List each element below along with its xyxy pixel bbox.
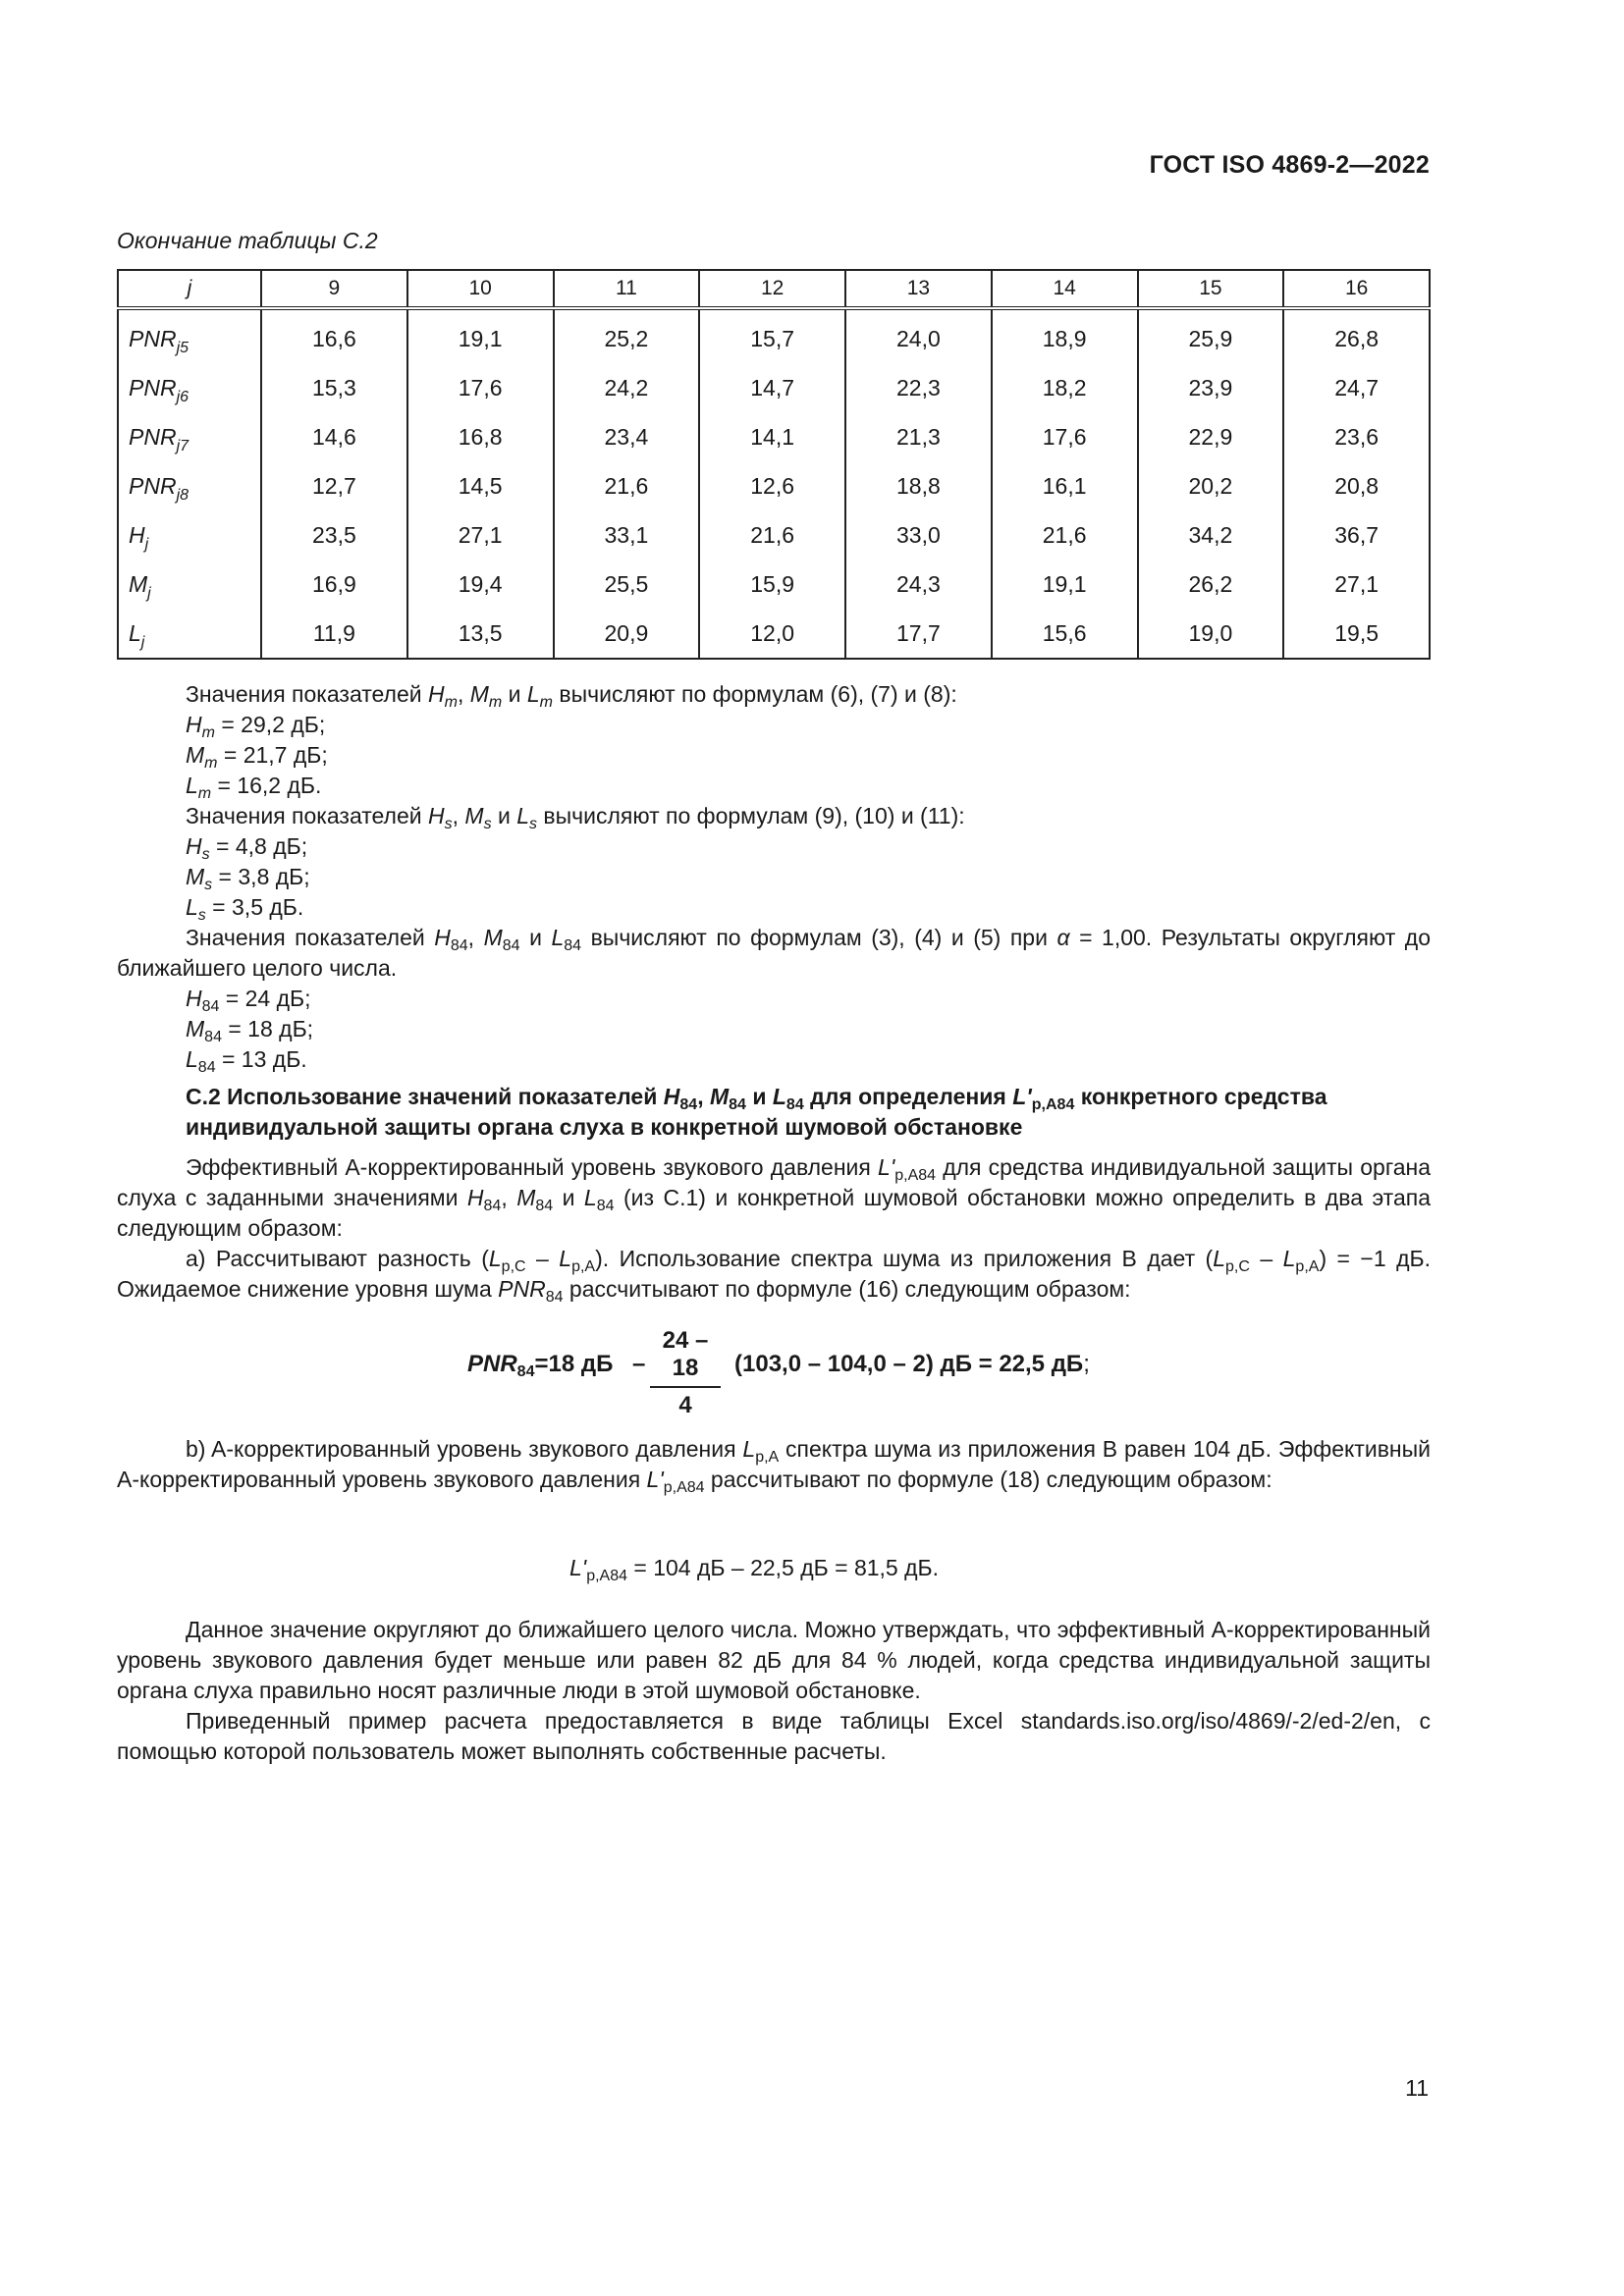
table-column-header: 10 [407, 270, 554, 308]
table-cell: 22,3 [845, 363, 992, 412]
section-heading-c2 [186, 1082, 1393, 1143]
text-run: и [745, 1084, 773, 1109]
row-label [118, 308, 261, 363]
table-column-header: 15 [1138, 270, 1284, 308]
text-run: = 104 дБ – 22,5 дБ = 81,5 дБ. [627, 1555, 940, 1580]
symbol: H [186, 986, 202, 1011]
row-label-base: L [129, 619, 141, 646]
data-table [117, 269, 1431, 660]
formula-minus: – [632, 1351, 646, 1377]
text-run: Ожидаемое снижение уровня шума [117, 1276, 499, 1302]
text-run: спектра шума из приложения В равен 104 дБ. Эффективный A-корректированный уровень звукового давления [117, 1436, 1431, 1492]
symbol: L [583, 1185, 597, 1210]
formula-fraction [650, 1327, 721, 1419]
text-run: ; [1083, 1351, 1090, 1377]
subscript: p,A84 [1031, 1096, 1075, 1113]
row-label [118, 461, 261, 510]
text-run: = 4,8 дБ; [209, 833, 308, 859]
means-intro [186, 679, 1431, 710]
text-run: , [457, 681, 470, 707]
text-run: С.2 Использование значений показателей [186, 1084, 664, 1109]
text-run: Значения показателей [186, 681, 428, 707]
row-label [118, 363, 261, 412]
text-run: , [501, 1185, 517, 1210]
table-cell: 27,1 [407, 510, 554, 560]
table-column-header: 9 [261, 270, 407, 308]
step-a-paragraph [117, 1244, 1431, 1305]
subscript: 84 [564, 937, 582, 954]
mean-h-value [186, 710, 1431, 740]
step-b-block [117, 1434, 1431, 1495]
symbol: M [483, 925, 503, 950]
subscript: m [444, 694, 458, 711]
symbol: L' [878, 1154, 895, 1180]
table-caption: Окончание таблицы С.2 [117, 228, 378, 253]
table-cell: 18,2 [992, 363, 1138, 412]
symbol: H [663, 1084, 680, 1109]
table-cell: 26,2 [1138, 560, 1284, 609]
text-run: и [519, 925, 552, 950]
subscript: 84 [679, 1096, 698, 1113]
l84-value [186, 1044, 1431, 1075]
text-run: (103,0 – 104,0 – 2) дБ = 22,5 дБ [734, 1351, 1084, 1377]
table-cell: 19,5 [1283, 609, 1430, 659]
table-cell: 33,0 [845, 510, 992, 560]
text-run: =18 дБ [534, 1351, 614, 1377]
table-column-header: 12 [699, 270, 845, 308]
subscript: s [529, 816, 537, 832]
table-cell: 19,0 [1138, 609, 1284, 659]
symbol: L [186, 894, 198, 920]
symbol: H [427, 803, 445, 828]
h84-value [186, 984, 1431, 1014]
conclusion-block [117, 1615, 1431, 1767]
subscript: s [444, 816, 453, 832]
excel-paragraph: Приведенный пример расчета предоставляется в виде таблицы Excel standards.iso.org/iso/4869/-2/ed-2/en, с помощью которой пользователь может выполнять собственные расчеты. [117, 1708, 1431, 1764]
text-run: – [525, 1246, 560, 1271]
table-cell: 16,6 [261, 308, 407, 363]
subscript: 84 [729, 1096, 746, 1113]
formula-lhs [467, 1351, 613, 1378]
subscript: s [204, 877, 213, 893]
subscript: m [539, 694, 553, 711]
table-cell: 17,7 [845, 609, 992, 659]
sd-m-value [186, 862, 1431, 892]
table-cell: 24,3 [845, 560, 992, 609]
symbol: L' [569, 1555, 587, 1580]
table-cell: 34,2 [1138, 510, 1284, 560]
symbol: α [1056, 925, 1070, 950]
row-label-subscript: j8 [176, 486, 189, 504]
subscript: p,C [501, 1258, 526, 1275]
symbol: PNR [498, 1276, 546, 1302]
effective-level-paragraph [117, 1152, 1431, 1244]
subscript: p,C [1225, 1258, 1250, 1275]
symbol: M [186, 864, 205, 889]
symbol: L [742, 1436, 756, 1462]
subscript: m [204, 755, 218, 772]
table-row [118, 412, 1430, 461]
table-cell: 20,9 [554, 609, 700, 659]
text-run: = 18 дБ; [221, 1016, 314, 1041]
subscript: 84 [204, 1029, 222, 1045]
row-label-subscript: j6 [176, 388, 189, 405]
symbol: L [551, 925, 565, 950]
text-run: вычисляют по формулам (6), (7) и (8): [552, 681, 957, 707]
table-cell: 25,9 [1138, 308, 1284, 363]
subscript: s [201, 846, 210, 863]
table-cell: 20,2 [1138, 461, 1284, 510]
step-b-paragraph [117, 1434, 1431, 1495]
sd-l-value [186, 892, 1431, 923]
symbol: H [466, 1185, 484, 1210]
table-header-row [118, 270, 1430, 308]
text-run: – [1249, 1246, 1283, 1271]
table-cell: 19,1 [407, 308, 554, 363]
table-cell: 23,9 [1138, 363, 1284, 412]
row-label [118, 412, 261, 461]
rounding-paragraph: Данное значение округляют до ближайшего целого числа. Можно утверждать, что эффективный A-корректированный уровень звукового давления будет меньше или равен 82 дБ для 84 % людей, когда средства индивидуальной защиты органа слуха правильно носят различные люди в этой шумовой обстановке. [117, 1617, 1431, 1703]
subscript: s [483, 816, 492, 832]
table-cell: 21,6 [992, 510, 1138, 560]
row-label-base: PNR [129, 472, 177, 499]
table-cell: 14,6 [261, 412, 407, 461]
calculation-results-block [117, 679, 1431, 1075]
table-cell: 24,0 [845, 308, 992, 363]
table-row [118, 308, 1430, 363]
table-cell: 27,1 [1283, 560, 1430, 609]
symbol: L [559, 1246, 572, 1271]
table-cell: 15,9 [699, 560, 845, 609]
subscript: m [197, 785, 212, 802]
subscript: p,A84 [663, 1479, 705, 1496]
subscript: p,A [755, 1449, 780, 1466]
text-run: , [697, 1084, 710, 1109]
row-label-base: H [129, 521, 145, 548]
text-run: = 16,2 дБ. [211, 773, 322, 798]
table-cell: 14,7 [699, 363, 845, 412]
symbol: L [1282, 1246, 1296, 1271]
mean-m-value [186, 740, 1431, 771]
text-run: для средства индивидуальной защиты органа слуха с заданными значениями [117, 1154, 1431, 1210]
text-run: ) = −1 дБ. [1319, 1246, 1432, 1271]
symbol: M [464, 803, 484, 828]
table-column-header: 16 [1283, 270, 1430, 308]
subscript: 84 [596, 1198, 615, 1214]
table-cell: 23,4 [554, 412, 700, 461]
page-number: 11 [1405, 2075, 1429, 2101]
table-cell: 18,9 [992, 308, 1138, 363]
mean-l-value [186, 771, 1431, 801]
symbol: M [186, 742, 205, 768]
text-run: = 3,8 дБ; [212, 864, 310, 889]
symbol: M [709, 1084, 730, 1109]
text-run: = 21,7 дБ; [217, 742, 328, 768]
text-run: = 24 дБ; [219, 986, 311, 1011]
text-run: = 29,2 дБ; [214, 712, 326, 737]
table-cell: 12,0 [699, 609, 845, 659]
table-cell: 12,6 [699, 461, 845, 510]
table-cell: 12,7 [261, 461, 407, 510]
effective-level-formula [569, 1555, 940, 1584]
subscript: 84 [450, 937, 468, 954]
document-code-header: ГОСТ ISO 4869-2—2022 [1149, 151, 1430, 179]
row-label-base: PNR [129, 423, 177, 450]
text-run: Значения показателей [186, 925, 435, 950]
text-run: = 13 дБ. [215, 1046, 307, 1072]
subscript: m [201, 724, 215, 741]
text-run: (из С.1) и конкретной шумовой обстановки можно определить в два этапа следующим образом: [117, 1185, 1431, 1241]
subscript: p,A84 [586, 1568, 627, 1584]
subscript: 84 [535, 1198, 554, 1214]
symbol: H [427, 681, 445, 707]
text-run: и [491, 803, 517, 828]
table-cell: 11,9 [261, 609, 407, 659]
table-row [118, 510, 1430, 560]
subscript: 84 [201, 998, 220, 1015]
m84-value [186, 1014, 1431, 1044]
fraction-numerator: 24 – 18 [650, 1327, 721, 1388]
table-cell: 24,2 [554, 363, 700, 412]
table-column-header: 11 [554, 270, 700, 308]
symbol: L' [646, 1467, 664, 1492]
subscript: m [488, 694, 503, 711]
sds-intro [186, 801, 1431, 831]
text-run: рассчитывают по формуле (16) следующим образом: [563, 1276, 1131, 1302]
row-label-subscript: j7 [176, 437, 189, 454]
symbol: H [434, 925, 451, 950]
text-run: b) A-корректированный уровень звукового давления [186, 1436, 743, 1462]
table-cell: 14,1 [699, 412, 845, 461]
table-cell: 22,9 [1138, 412, 1284, 461]
text-run: вычисляют по формулам (9), (10) и (11): [537, 803, 965, 828]
fraction-denominator: 4 [678, 1392, 692, 1418]
text-run: и [502, 681, 527, 707]
subscript: 84 [197, 1059, 216, 1076]
symbol: L [186, 1046, 198, 1072]
table-cell: 14,5 [407, 461, 554, 510]
table-cell: 25,5 [554, 560, 700, 609]
symbol: H [186, 712, 202, 737]
table-cell: 21,3 [845, 412, 992, 461]
text-run: Эффективный A-корректированный уровень звукового давления [186, 1154, 879, 1180]
symbol: H [186, 833, 202, 859]
row-label-subscript: j [140, 633, 145, 651]
table-corner-header: j [118, 270, 261, 308]
text-run: a) Рассчитывают разность ( [186, 1246, 489, 1271]
p84-intro [117, 923, 1431, 984]
table-row [118, 560, 1430, 609]
table-cell: 17,6 [407, 363, 554, 412]
subscript: p,A [1295, 1258, 1320, 1275]
text-run: , [467, 925, 484, 950]
row-label [118, 609, 261, 659]
table-cell: 16,9 [261, 560, 407, 609]
sd-h-value [186, 831, 1431, 862]
table-body [118, 308, 1430, 659]
table-cell: 24,7 [1283, 363, 1430, 412]
text-run: , [452, 803, 465, 828]
row-label-subscript: j [147, 584, 151, 602]
subscript: 84 [785, 1096, 804, 1113]
row-label-base: PNR [129, 325, 177, 351]
row-label-base: M [129, 570, 148, 597]
table-cell: 18,8 [845, 461, 992, 510]
subscript: 84 [545, 1289, 564, 1306]
symbol: PNR [467, 1351, 517, 1377]
formula-rhs [734, 1351, 1090, 1378]
symbol: L' [1012, 1084, 1032, 1109]
row-label [118, 510, 261, 560]
table-cell: 21,6 [554, 461, 700, 510]
text-run: = 1,00. Результаты округляют до ближайшего целого числа. [117, 925, 1432, 981]
text-run: конкретного средства индивидуальной защиты органа слуха в конкретной шумовой обстановке [186, 1084, 1327, 1140]
text-run: вычисляют по формулам (3), (4) и (5) при [581, 925, 1057, 950]
text-run: = 3,5 дБ. [205, 894, 304, 920]
table-cell: 16,1 [992, 461, 1138, 510]
symbol: M [469, 681, 489, 707]
text-run: ). Использование спектра шума из приложения В дает ( [595, 1246, 1214, 1271]
table-cell: 15,6 [992, 609, 1138, 659]
text-run: и [553, 1185, 584, 1210]
subscript: 84 [502, 937, 520, 954]
table-cell: 33,1 [554, 510, 700, 560]
c2-body-block [117, 1152, 1431, 1305]
table-row [118, 461, 1430, 510]
table-cell: 15,7 [699, 308, 845, 363]
table-cell: 36,7 [1283, 510, 1430, 560]
symbol: M [186, 1016, 205, 1041]
table-cell: 21,6 [699, 510, 845, 560]
table-cell: 20,8 [1283, 461, 1430, 510]
symbol: L [186, 773, 198, 798]
table-cell: 17,6 [992, 412, 1138, 461]
text-run: Значения показателей [186, 803, 428, 828]
subscript: p,A [571, 1258, 596, 1275]
row-label-subscript: j [144, 535, 149, 553]
symbol: L [488, 1246, 502, 1271]
symbol: L [772, 1084, 786, 1109]
text-run: рассчитывают по формуле (18) следующим образом: [704, 1467, 1272, 1492]
symbol: L [516, 803, 529, 828]
table-cell: 19,1 [992, 560, 1138, 609]
table-column-header: 14 [992, 270, 1138, 308]
row-label [118, 560, 261, 609]
table-cell: 15,3 [261, 363, 407, 412]
row-label-subscript: j5 [176, 339, 189, 356]
table-cell: 13,5 [407, 609, 554, 659]
table-column-header: 13 [845, 270, 992, 308]
symbol: M [516, 1185, 536, 1210]
table-cell: 26,8 [1283, 308, 1430, 363]
subscript: 84 [516, 1363, 535, 1380]
table-cell: 25,2 [554, 308, 700, 363]
subscript: 84 [483, 1198, 502, 1214]
symbol: L [526, 681, 540, 707]
table-row [118, 609, 1430, 659]
row-label-base: PNR [129, 374, 177, 400]
table-cell: 23,6 [1283, 412, 1430, 461]
table-cell: 23,5 [261, 510, 407, 560]
table-cell: 16,8 [407, 412, 554, 461]
text-run: для определения [803, 1084, 1013, 1109]
subscript: p,A84 [894, 1167, 937, 1184]
symbol: L [1213, 1246, 1226, 1271]
table-cell: 19,4 [407, 560, 554, 609]
subscript: s [197, 907, 206, 924]
table-row [118, 363, 1430, 412]
